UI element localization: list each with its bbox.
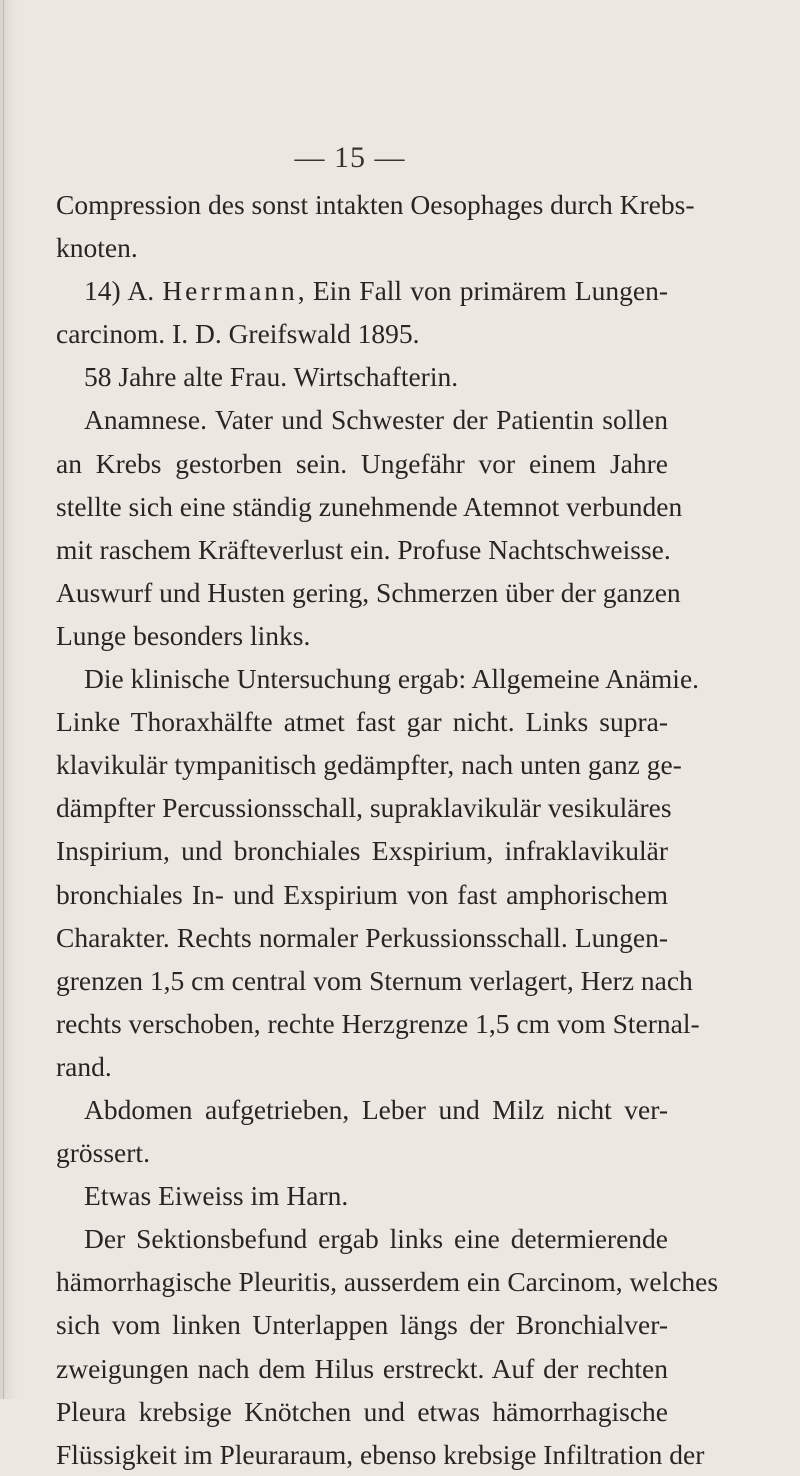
text-line (56, 269, 668, 312)
text-line: Inspirium, und bronchiales Exspirium, infraklavikulär (56, 835, 668, 867)
text-line: mit raschem Kräfteverlust ein. Profuse Nachtschweisse. (56, 533, 671, 565)
text-line: stellte sich eine ständig zunehmende Atemnot verbunden (56, 490, 683, 522)
text-line: 58 Jahre alte Frau. Wirtschafterin. (84, 361, 459, 393)
text-line: carcinom. I. D. Greifswald 1895. (56, 318, 420, 350)
text-line: Anamnese. Vater und Schwester der Patientin sollen (84, 404, 668, 436)
text-line: knoten. (56, 232, 138, 264)
author-name: Herrmann (162, 275, 298, 307)
text-line: sich vom linken Unterlappen längs der Bronchialver- (56, 1309, 668, 1341)
text-line: an Krebs gestorben sein. Ungefähr vor einem Jahre (56, 447, 668, 479)
document-body (56, 183, 719, 1476)
text-line: Der Sektionsbefund ergab links eine determierende (84, 1223, 668, 1255)
text-line: rand. (56, 1050, 112, 1082)
text-line: zweigungen nach dem Hilus erstreckt. Auf der rechten (56, 1352, 668, 1384)
page-number: — 15 — (294, 141, 406, 174)
text-line: Linke Thoraxhälfte atmet fast gar nicht. Links supra- (56, 706, 668, 738)
text-line: Abdomen aufgetrieben, Leber und Milz nicht ver- (84, 1093, 668, 1125)
text-line: bronchiales In- und Exspirium von fast amphorischem (56, 878, 668, 910)
binding-edge-line (3, 0, 4, 1399)
text-line: grössert. (56, 1137, 150, 1169)
text-line: Auswurf und Husten gering, Schmerzen über der ganzen (56, 576, 681, 608)
text-line: Compression des sonst intakten Oesophages durch Krebs- (56, 189, 695, 220)
text-line: dämpfter Percussionsschall, supraklavikulär vesikuläres (56, 792, 672, 824)
scan-page-edge (0, 0, 18, 1399)
text-line: Pleura krebsige Knötchen und etwas hämorrhagische (56, 1395, 668, 1427)
text-line: Die klinische Untersuchung ergab: Allgemeine Anämie. (84, 663, 700, 695)
text-line: rechts verschoben, rechte Herzgrenze 1,5 cm vom Sternal- (56, 1007, 700, 1039)
reference-number: 14) A. (84, 275, 163, 307)
text-line: Flüssigkeit im Pleuraraum, ebenso krebsige Infiltration der (56, 1438, 705, 1470)
text-line: Charakter. Rechts normaler Perkussionsschall. Lungen- (56, 921, 668, 953)
reference-title: , Ein Fall von primärem Lungen- (297, 275, 669, 307)
text-line: grenzen 1,5 cm central vom Sternum verlagert, Herz nach (56, 964, 693, 996)
text-line: Lunge besonders links. (56, 619, 311, 651)
text-line: klavikulär tympanitisch gedämpfter, nach unten ganz ge- (56, 749, 682, 781)
text-line: hämorrhagische Pleuritis, ausserdem ein Carcinom, welches (56, 1266, 719, 1298)
text-line: Etwas Eiweiss im Harn. (84, 1180, 349, 1212)
